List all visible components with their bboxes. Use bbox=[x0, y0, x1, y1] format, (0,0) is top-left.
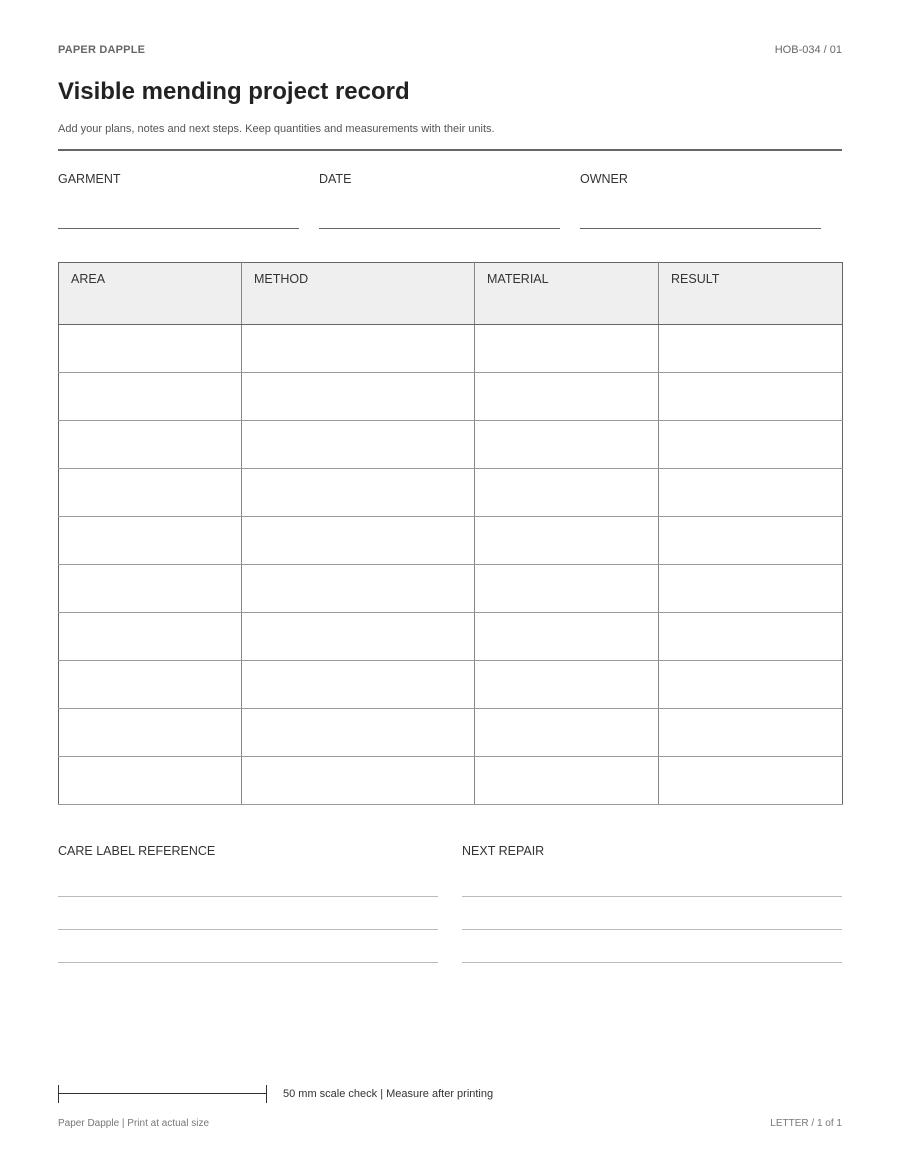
table-cell-material[interactable] bbox=[475, 661, 659, 709]
next-repair-line[interactable] bbox=[462, 896, 842, 897]
table-cell-material[interactable] bbox=[475, 517, 659, 565]
table-row bbox=[59, 565, 843, 613]
table-cell-method[interactable] bbox=[242, 565, 475, 613]
table-cell-result[interactable] bbox=[659, 517, 843, 565]
table-cell-area[interactable] bbox=[59, 661, 242, 709]
table-cell-method[interactable] bbox=[242, 373, 475, 421]
column-header-area: AREA bbox=[59, 263, 242, 325]
table-row bbox=[59, 709, 843, 757]
owner-write-line[interactable] bbox=[580, 228, 821, 229]
care-label-line[interactable] bbox=[58, 896, 438, 897]
scale-check-bar bbox=[58, 1084, 268, 1104]
footer-right: LETTER / 1 of 1 bbox=[770, 1118, 842, 1129]
table-cell-method[interactable] bbox=[242, 421, 475, 469]
table-cell-material[interactable] bbox=[475, 757, 659, 805]
table-cell-area[interactable] bbox=[59, 421, 242, 469]
table-cell-result[interactable] bbox=[659, 469, 843, 517]
next-repair-section bbox=[462, 844, 842, 858]
table-row bbox=[59, 757, 843, 805]
brand-name: PAPER DAPPLE bbox=[58, 44, 146, 56]
table-cell-material[interactable] bbox=[475, 565, 659, 613]
column-header-material: MATERIAL bbox=[475, 263, 659, 325]
table-cell-area[interactable] bbox=[59, 757, 242, 805]
care-label-reference-label: CARE LABEL REFERENCE bbox=[58, 844, 216, 858]
document-id: HOB-034 / 01 bbox=[774, 44, 842, 56]
next-repair-label: NEXT REPAIR bbox=[462, 844, 545, 858]
table-cell-material[interactable] bbox=[475, 325, 659, 373]
table-cell-material[interactable] bbox=[475, 613, 659, 661]
table-row bbox=[59, 373, 843, 421]
table-cell-result[interactable] bbox=[659, 661, 843, 709]
page-subtitle: Add your plans, notes and next steps. Keep quantities and measurements with their units. bbox=[58, 123, 495, 135]
table-cell-result[interactable] bbox=[659, 613, 843, 661]
table-row bbox=[59, 613, 843, 661]
scale-line bbox=[58, 1093, 267, 1094]
column-header-method: METHOD bbox=[242, 263, 475, 325]
table-cell-method[interactable] bbox=[242, 469, 475, 517]
next-repair-line[interactable] bbox=[462, 929, 842, 930]
scale-check-text: 50 mm scale check | Measure after printing bbox=[283, 1088, 494, 1100]
date-field[interactable] bbox=[319, 172, 560, 186]
table-cell-material[interactable] bbox=[475, 709, 659, 757]
scale-tick-right bbox=[266, 1085, 267, 1103]
table-cell-result[interactable] bbox=[659, 565, 843, 613]
table-cell-area[interactable] bbox=[59, 613, 242, 661]
care-label-line[interactable] bbox=[58, 929, 438, 930]
table-cell-method[interactable] bbox=[242, 325, 475, 373]
mending-record-table bbox=[58, 262, 843, 805]
header-divider bbox=[58, 149, 842, 151]
table-cell-result[interactable] bbox=[659, 421, 843, 469]
table-cell-result[interactable] bbox=[659, 757, 843, 805]
owner-label: OWNER bbox=[580, 172, 628, 186]
table-body bbox=[59, 325, 843, 805]
table-cell-material[interactable] bbox=[475, 421, 659, 469]
table-cell-material[interactable] bbox=[475, 469, 659, 517]
table-row bbox=[59, 517, 843, 565]
table-cell-method[interactable] bbox=[242, 613, 475, 661]
table-cell-area[interactable] bbox=[59, 565, 242, 613]
table-cell-area[interactable] bbox=[59, 373, 242, 421]
table-cell-method[interactable] bbox=[242, 709, 475, 757]
table-row bbox=[59, 469, 843, 517]
garment-field[interactable] bbox=[58, 172, 299, 186]
table-cell-area[interactable] bbox=[59, 517, 242, 565]
table-row bbox=[59, 661, 843, 709]
table-cell-area[interactable] bbox=[59, 469, 242, 517]
table-cell-material[interactable] bbox=[475, 373, 659, 421]
care-label-reference-section bbox=[58, 844, 438, 858]
table-cell-result[interactable] bbox=[659, 373, 843, 421]
table-cell-method[interactable] bbox=[242, 757, 475, 805]
table-row bbox=[59, 421, 843, 469]
column-header-result: RESULT bbox=[659, 263, 843, 325]
garment-label: GARMENT bbox=[58, 172, 121, 186]
table-header-row bbox=[59, 263, 843, 325]
scale-tick-left bbox=[58, 1085, 59, 1103]
date-write-line[interactable] bbox=[319, 228, 560, 229]
table-cell-result[interactable] bbox=[659, 709, 843, 757]
footer-left: Paper Dapple | Print at actual size bbox=[58, 1118, 210, 1129]
garment-write-line[interactable] bbox=[58, 228, 299, 229]
care-label-line[interactable] bbox=[58, 962, 438, 963]
page-title: Visible mending project record bbox=[58, 78, 410, 105]
table-cell-method[interactable] bbox=[242, 517, 475, 565]
table-cell-area[interactable] bbox=[59, 325, 242, 373]
date-label: DATE bbox=[319, 172, 352, 186]
next-repair-line[interactable] bbox=[462, 962, 842, 963]
table-row bbox=[59, 325, 843, 373]
table-cell-result[interactable] bbox=[659, 325, 843, 373]
table-cell-area[interactable] bbox=[59, 709, 242, 757]
owner-field[interactable] bbox=[580, 172, 821, 186]
table-cell-method[interactable] bbox=[242, 661, 475, 709]
